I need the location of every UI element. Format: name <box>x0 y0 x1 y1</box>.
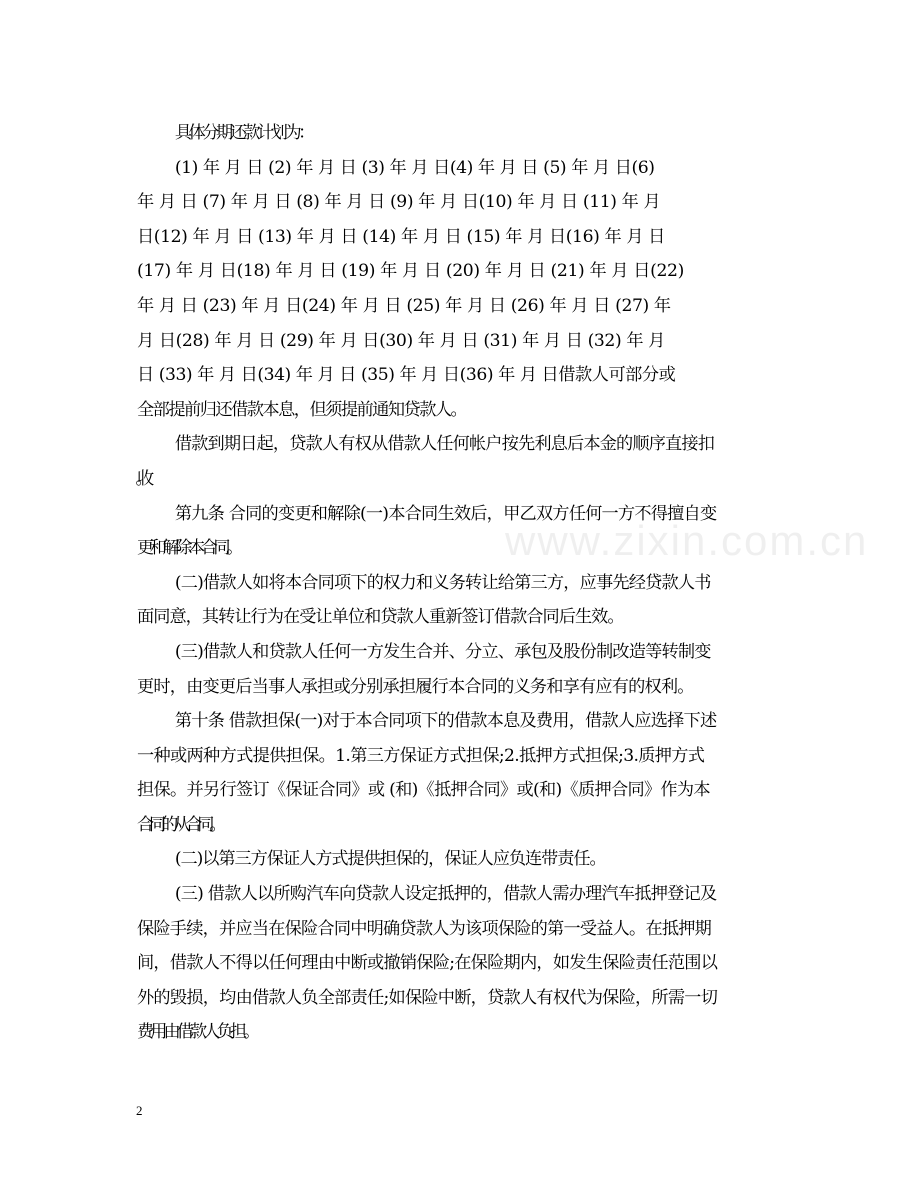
text-line: 第十条 借款担保(一)对于本合同项下的借款本息及费用，借款人应选择下述 <box>174 711 717 732</box>
text-line: 年 月 日 (7) 年 月 日 (8) 年 月 日 (9) 年 月 日(10) 年 月 日 (11) 年 月 <box>137 192 661 213</box>
text-line: (二)以第三方保证人方式提供担保的，保证人应负连带责任。 <box>174 849 606 870</box>
paragraph <box>137 704 777 842</box>
text-line: 全部提前归还借款本息，但须提前通知贷款人。 <box>137 399 467 420</box>
paragraph <box>137 566 777 635</box>
text-line: 合同的从合同。 <box>137 814 222 835</box>
paragraph <box>137 116 777 151</box>
text-line: 第九条 合同的变更和解除(一)本合同生效后，甲乙双方任何一方不得擅自变 <box>174 503 717 524</box>
text-line: 日(12) 年 月 日 (13) 年 月 日 (14) 年 月 日 (15) 年 月 日(16) 年 月 日 <box>137 226 665 247</box>
text-line: 外的毁损，均由借款人负全部责任;如保险中断，贷款人有权代为保险，所需一切 <box>137 987 718 1008</box>
text-line <box>99 462 777 497</box>
text-line: 日 (33) 年 月 日(34) 年 月 日 (35) 年 月 日(36) 年 月 日借款人可部分或 <box>137 365 676 386</box>
page-number: 2 <box>136 1103 143 1118</box>
text-line: 月 日(28) 年 月 日 (29) 年 月 日(30) 年 月 日 (31) 年 月 日 (32) 年 月 <box>137 330 665 351</box>
paragraph <box>137 877 777 1050</box>
text-line: (1) 年 月 日 (2) 年 月 日 (3) 年 月 日(4) 年 月 日 (5) 年 月 日(6) <box>174 157 655 178</box>
text-line: 间，借款人不得以任何理由中断或撤销保险;在保险期内，如发生保险责任范围以 <box>137 953 718 974</box>
text-line: 担保。并另行签订《保证合同》或 (和)《抵押合同》或(和)《质押合同》作为本 <box>137 780 710 801</box>
text-line: 保险手续，并应当在保险合同中明确贷款人为该项保险的第一受益人。在抵押期 <box>137 918 712 939</box>
text-line: 面同意，其转让行为在受让单位和贷款人重新签订借款合同后生效。 <box>137 607 624 628</box>
text-line: 一种或两种方式提供担保。1.第三方保证方式担保;2.抵押方式担保;3.质押方式 <box>137 745 705 766</box>
text-line: 具体分期还款计划为： <box>174 123 312 143</box>
paragraph <box>137 497 777 566</box>
watermark: www.zixin.com.cn <box>505 517 869 564</box>
text-line: (三)借款人和贷款人任何一方发生合并、分立、承包及股份制改造等转制变 <box>174 641 711 662</box>
text-line: (二)借款人如将本合同项下的权力和义务转让给第三方，应事先经贷款人书 <box>174 572 711 593</box>
text-line: 更和解除本合同。 <box>137 538 239 559</box>
paragraph <box>137 842 777 877</box>
text-line: 更时，由变更后当事人承担或分别承担履行本合同的义务和享有应有的权利。 <box>137 676 694 697</box>
text-line: 借款到期日起，贷款人有权从借款人任何帐户按先利息后本金的顺序直接扣 <box>174 434 715 455</box>
text-line: 年 月 日 (23) 年 月 日(24) 年 月 日 (25) 年 月 日 (26) 年 月 日 (27) 年 <box>137 295 671 316</box>
text-line: (三) 借款人以所购汽车向贷款人设定抵押的，借款人需办理汽车抵押登记及 <box>174 884 717 905</box>
paragraph <box>137 151 777 428</box>
paragraph <box>137 635 777 704</box>
paragraph <box>137 427 777 496</box>
text-line: (17) 年 月 日(18) 年 月 日 (19) 年 月 日 (20) 年 月 日 (21) 年 月 日(22) <box>137 261 684 282</box>
document-body <box>137 116 777 1050</box>
text-line: 费用由借款人负担。 <box>137 1022 257 1043</box>
